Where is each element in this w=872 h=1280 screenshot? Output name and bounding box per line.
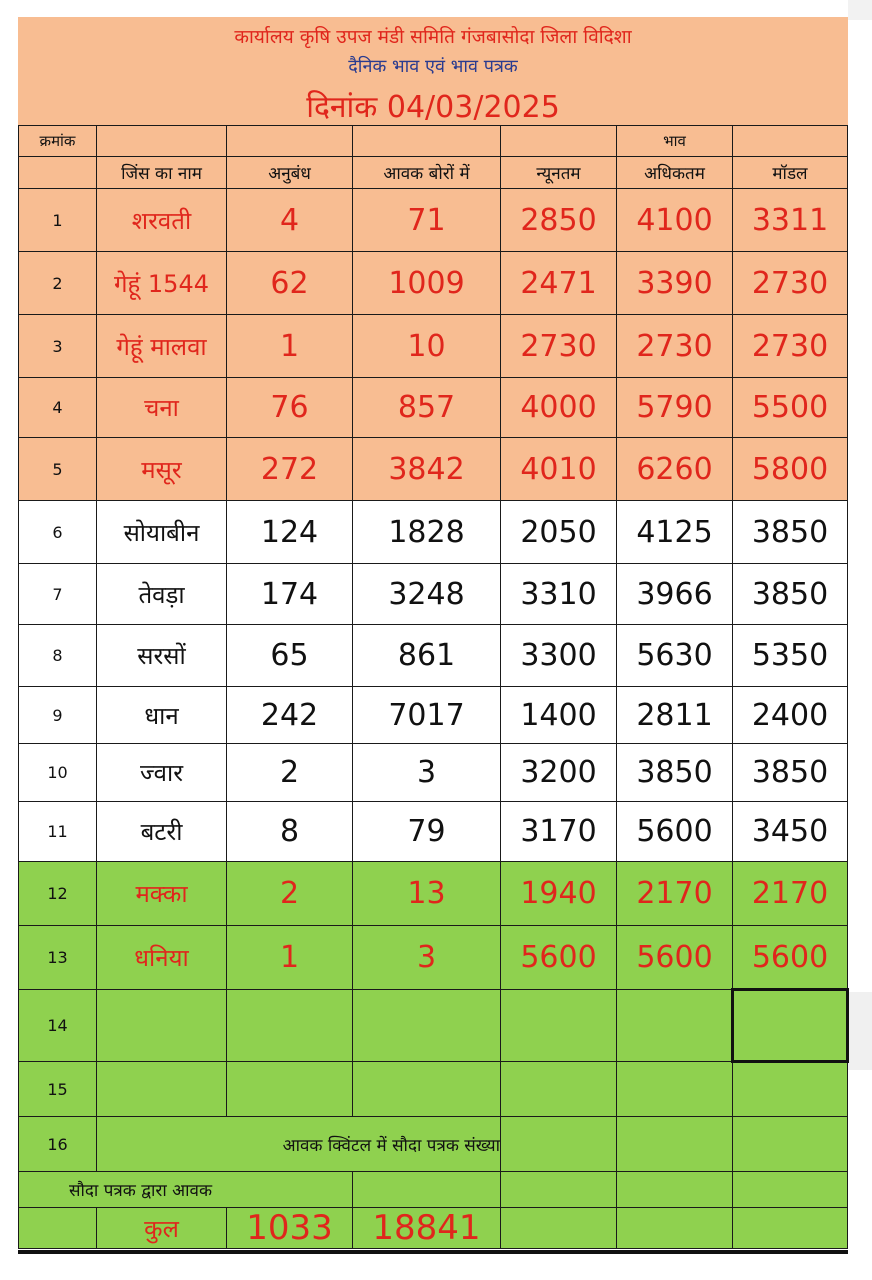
commodity-name: मक्का xyxy=(97,862,227,926)
office-title: कार्यालय कृषि उपज मंडी समिति गंजबासोदा जिला विदिशा xyxy=(234,26,632,48)
table-row xyxy=(19,378,848,438)
cell-max: 6260 xyxy=(617,438,733,501)
cell-arrival: 3248 xyxy=(353,564,501,625)
cell-model: 3311 xyxy=(733,189,848,252)
empty-cell xyxy=(353,1172,501,1208)
empty-cell xyxy=(617,1208,733,1249)
cell-model: 2730 xyxy=(733,252,848,315)
table-row xyxy=(19,802,848,862)
cell-arrival: 1009 xyxy=(353,252,501,315)
cell-arrival: 861 xyxy=(353,625,501,687)
cell-contract: 1 xyxy=(227,926,353,990)
cell-min: 3310 xyxy=(501,564,617,625)
cell-contract: 62 xyxy=(227,252,353,315)
cell-min: 3200 xyxy=(501,744,617,802)
price-table xyxy=(18,125,849,1249)
cell-max: 3850 xyxy=(617,744,733,802)
cell-min: 2050 xyxy=(501,501,617,564)
commodity-name: चना xyxy=(97,378,227,438)
commodity-name: गेहूं 1544 xyxy=(97,252,227,315)
footer-label: सौदा पत्रक द्वारा आवक xyxy=(19,1172,353,1208)
row-serial: 3 xyxy=(19,315,97,378)
col-min: न्यूनतम xyxy=(501,157,617,189)
total-arrival: 18841 xyxy=(353,1208,501,1249)
table-row xyxy=(19,564,848,625)
cell-max: 3390 xyxy=(617,252,733,315)
cell-max: 4125 xyxy=(617,501,733,564)
row-serial: 4 xyxy=(19,378,97,438)
cell-max: 5630 xyxy=(617,625,733,687)
table-row xyxy=(19,252,848,315)
empty-cell xyxy=(227,990,353,1062)
table-row xyxy=(19,501,848,564)
cell-min: 1940 xyxy=(501,862,617,926)
cell-min: 3300 xyxy=(501,625,617,687)
totals-row xyxy=(19,1208,848,1249)
cell-model: 5350 xyxy=(733,625,848,687)
sheet-subtitle: दैनिक भाव एवं भाव पत्रक xyxy=(348,56,518,77)
cell-model: 3850 xyxy=(733,744,848,802)
cell-model: 3450 xyxy=(733,802,848,862)
cell-contract: 272 xyxy=(227,438,353,501)
empty-cell xyxy=(501,1208,617,1249)
row-serial: 15 xyxy=(19,1062,97,1117)
cell-contract: 2 xyxy=(227,862,353,926)
commodity-name: धनिया xyxy=(97,926,227,990)
cell-model: 2400 xyxy=(733,687,848,744)
empty-cell xyxy=(733,990,848,1062)
cell-arrival: 3842 xyxy=(353,438,501,501)
cell-contract: 8 xyxy=(227,802,353,862)
table-row xyxy=(19,744,848,802)
col-model: मॉडल xyxy=(733,157,848,189)
col-name: जिंस का नाम xyxy=(97,157,227,189)
total-contract: 1033 xyxy=(227,1208,353,1249)
table-header-row xyxy=(19,157,848,189)
empty-cell xyxy=(501,990,617,1062)
cell-model: 2730 xyxy=(733,315,848,378)
cell-model: 3850 xyxy=(733,564,848,625)
table-row xyxy=(19,625,848,687)
commodity-name: धान xyxy=(97,687,227,744)
cell-min: 1400 xyxy=(501,687,617,744)
cell-min: 3170 xyxy=(501,802,617,862)
empty-cell xyxy=(353,1062,501,1117)
empty-cell xyxy=(617,1117,733,1172)
total-label: कुल xyxy=(97,1208,227,1249)
row-serial: 6 xyxy=(19,501,97,564)
cell-min: 5600 xyxy=(501,926,617,990)
cell-min: 4010 xyxy=(501,438,617,501)
row-serial: 2 xyxy=(19,252,97,315)
table-row xyxy=(19,1117,848,1172)
empty-cell xyxy=(733,1208,848,1249)
background-strip xyxy=(848,992,872,1070)
sheet-header xyxy=(18,17,848,125)
cell-min: 2730 xyxy=(501,315,617,378)
empty-cell xyxy=(501,1172,617,1208)
commodity-name: शरवती xyxy=(97,189,227,252)
cell-contract: 242 xyxy=(227,687,353,744)
empty-cell xyxy=(19,1208,97,1249)
table-row xyxy=(19,438,848,501)
row-serial: 14 xyxy=(19,990,97,1062)
empty-cell xyxy=(733,1062,848,1117)
col-serial: क्रमांक xyxy=(19,126,97,157)
empty-cell xyxy=(97,1062,227,1117)
cell-model: 5500 xyxy=(733,378,848,438)
col-price-group: भाव xyxy=(617,126,733,157)
cell-arrival: 13 xyxy=(353,862,501,926)
cell-contract: 65 xyxy=(227,625,353,687)
col-arrival: आवक बोरों में xyxy=(353,157,501,189)
empty-cell xyxy=(733,1172,848,1208)
cell-min: 4000 xyxy=(501,378,617,438)
row-serial: 13 xyxy=(19,926,97,990)
cell-arrival: 1828 xyxy=(353,501,501,564)
cell-min: 2850 xyxy=(501,189,617,252)
commodity-name: मसूर xyxy=(97,438,227,501)
cell-arrival: 3 xyxy=(353,926,501,990)
cell-arrival: 857 xyxy=(353,378,501,438)
cell-max: 2170 xyxy=(617,862,733,926)
row-serial: 9 xyxy=(19,687,97,744)
cell-max: 4100 xyxy=(617,189,733,252)
table-row xyxy=(19,1062,848,1117)
cell-model: 5800 xyxy=(733,438,848,501)
commodity-name: तेवड़ा xyxy=(97,564,227,625)
row-serial: 8 xyxy=(19,625,97,687)
table-row xyxy=(19,990,848,1062)
cell-contract: 4 xyxy=(227,189,353,252)
table-row xyxy=(19,687,848,744)
cell-contract: 1 xyxy=(227,315,353,378)
empty-cell xyxy=(353,990,501,1062)
cell-arrival: 79 xyxy=(353,802,501,862)
cell-arrival: 10 xyxy=(353,315,501,378)
empty-cell xyxy=(97,990,227,1062)
row-serial: 1 xyxy=(19,189,97,252)
commodity-name: सरसों xyxy=(97,625,227,687)
cell-max: 5600 xyxy=(617,802,733,862)
cell-min: 2471 xyxy=(501,252,617,315)
row16-label: आवक क्विंटल में सौदा पत्रक संख्या xyxy=(97,1117,501,1172)
bottom-border xyxy=(18,1250,848,1254)
empty-cell xyxy=(501,1062,617,1117)
empty-cell xyxy=(617,990,733,1062)
cell-max: 3966 xyxy=(617,564,733,625)
cell-contract: 2 xyxy=(227,744,353,802)
cell-model: 2170 xyxy=(733,862,848,926)
row-serial: 12 xyxy=(19,862,97,926)
cell-arrival: 71 xyxy=(353,189,501,252)
cell-contract: 174 xyxy=(227,564,353,625)
cell-max: 5600 xyxy=(617,926,733,990)
cell-contract: 76 xyxy=(227,378,353,438)
footer-label-row xyxy=(19,1172,848,1208)
commodity-name: बटरी xyxy=(97,802,227,862)
table-row xyxy=(19,189,848,252)
commodity-name: गेहूं मालवा xyxy=(97,315,227,378)
col-contract: अनुबंध xyxy=(227,157,353,189)
cell-max: 2811 xyxy=(617,687,733,744)
table-row xyxy=(19,926,848,990)
row-serial: 16 xyxy=(19,1117,97,1172)
empty-cell xyxy=(501,1117,617,1172)
row-serial: 5 xyxy=(19,438,97,501)
cell-arrival: 7017 xyxy=(353,687,501,744)
empty-cell xyxy=(227,1062,353,1117)
cell-model: 5600 xyxy=(733,926,848,990)
empty-cell xyxy=(617,1062,733,1117)
sheet-date: दिनांक 04/03/2025 xyxy=(306,90,560,125)
cell-model: 3850 xyxy=(733,501,848,564)
cell-max: 5790 xyxy=(617,378,733,438)
table-row xyxy=(19,862,848,926)
cell-arrival: 3 xyxy=(353,744,501,802)
table-row xyxy=(19,315,848,378)
empty-cell xyxy=(617,1172,733,1208)
row-serial: 11 xyxy=(19,802,97,862)
cell-max: 2730 xyxy=(617,315,733,378)
row-serial: 7 xyxy=(19,564,97,625)
table-header-row xyxy=(19,126,848,157)
commodity-name: सोयाबीन xyxy=(97,501,227,564)
empty-cell xyxy=(733,1117,848,1172)
col-max: अधिकतम xyxy=(617,157,733,189)
row-serial: 10 xyxy=(19,744,97,802)
background-strip xyxy=(848,0,872,20)
cell-contract: 124 xyxy=(227,501,353,564)
commodity-name: ज्वार xyxy=(97,744,227,802)
